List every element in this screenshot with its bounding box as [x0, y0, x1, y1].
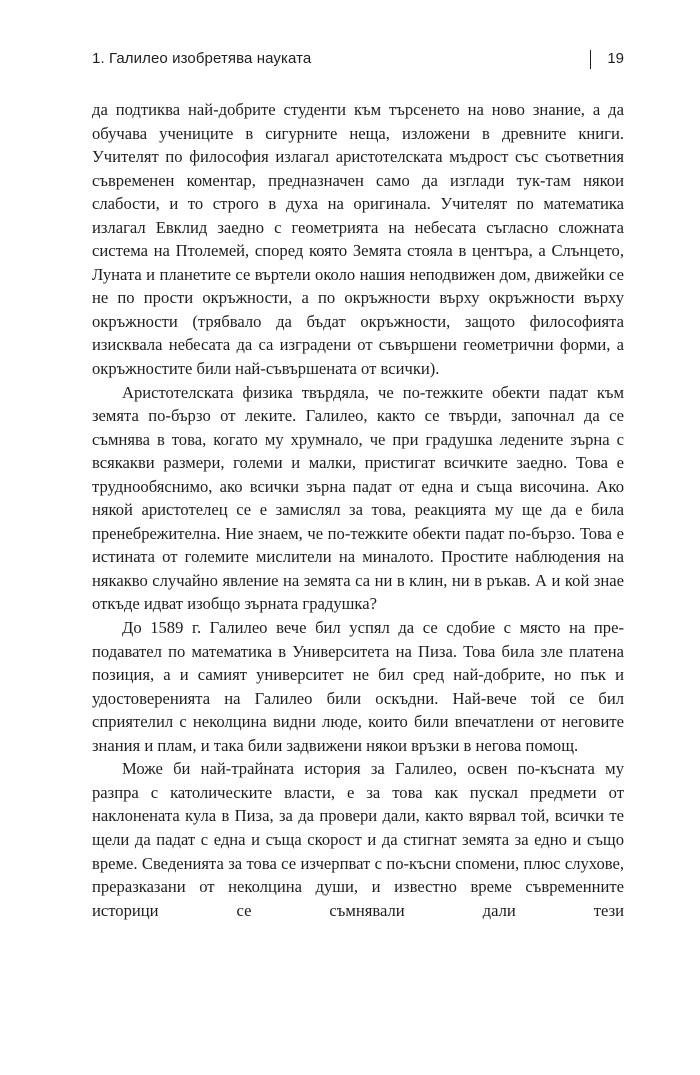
running-header [92, 47, 624, 71]
page-number: 19 [607, 50, 624, 67]
paragraph: Може би най-трайната история за Галилео, освен по-късната му разпра с католическите власти, е за това как пускал предмети от наклонената кула в Пиза, за да провери дали, както вярвал той, всички те щели да падат с една и съща скорост и да стигнат земята за едно и също време. Сведенията за това се изчерпват с по-късни спомени, плюс слухове, преразказани от неколцина души, и известно време съвременните историци се съмнявали дали тези [92, 759, 624, 920]
running-title: 1. Галилео изобретява науката [92, 50, 312, 67]
paragraph: До 1589 г. Галилео вече бил успял да се сдобие с място на преподавател по математика в Университета на Пиза. Това била зле платена позиция, а и самият университет не бил сред най-добрите, но пък и удостоверенията на Галилео били оскъдни. Най-вече той се бил сприятелил с неколцина видни люде, които били впечатлени от неговите знания и плам, и така били задвижени някои връзки в негова помощ. [92, 618, 624, 755]
paragraph: да подтиква най-добрите студенти към търсенето на ново знание, а да обучава учениците в сигурните неща, изложени в древните книги. Учителят по философия излагал аристотелската мъдрост със съответния съвременен коментар, предназначен само да изглади тук-там някои слабости, и то строго в духа на оригинала. Учителят по математика излагал Евклид заедно с геометрията на небесата съгласно сложната система на Птолемей, според която Земята стояла в центъра, а Слънцето, Луната и планетите се въртели около нашия неподвижен дом, движейки се не по прости окръжности, а по окръжности върху окръжности върху окръжности (трябвало да бъдат окръжности, защото философията изисквала небесата да са изградени от съвършени геометрични форми, а окръжностите били най-съвършената от всички). [92, 100, 624, 379]
paragraph: Аристотелската физика твърдяла, че по-тежките обекти падат към земята по-бързо от леките. Галилео, както се твърди, започнал да се съмнява в това, когато му хрумнало, че при градушка ледените зърна с всякакви размери, големи и малки, пристигат всичките заедно. Това е труднообяснимо, ако всички зърна падат от една и съща височина. Ако някой аристотелец се е замислял за това, реакцията му ще да е била пренебрежителна. Ние знаем, че по-тежките обекти падат по-бързо. Това е истината от големите мислители на миналото. Простите наблюдения на някакво случайно явление на земята са ни в клин, ни в ръкав. А и кой знае откъде идват изобщо зърната градушка? [92, 382, 624, 614]
body-text [92, 98, 624, 922]
header-divider [590, 50, 591, 69]
